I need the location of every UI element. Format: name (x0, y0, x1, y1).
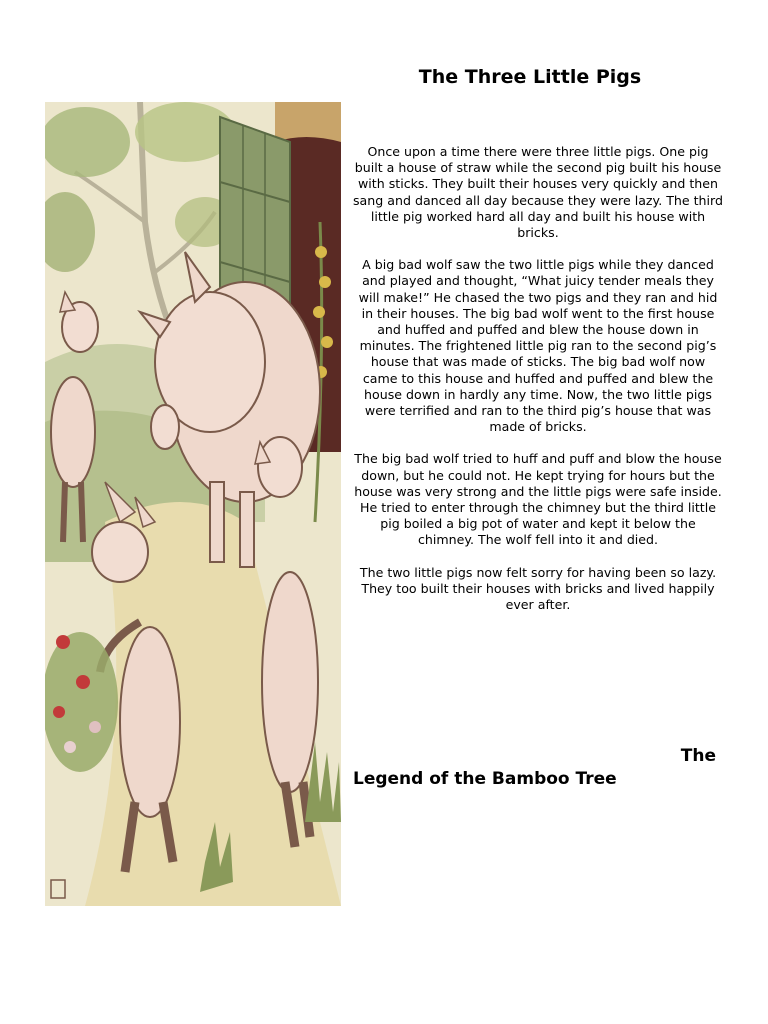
story-paragraph: The big bad wolf tried to huff and puff and blow the house down, but he could not. He kept trying for hours but the house was very strong and the little pigs were safe inside. He tried to enter through the chimney but the third little pig boiled a big pot of water and kept it below the chimney. The wolf fell into it and died. (354, 451, 722, 548)
story-paragraph: The two little pigs now felt sorry for having been so lazy. They too built their houses with bricks and lived happily ever after. (359, 564, 717, 613)
next-story-heading (353, 745, 716, 791)
next-story-heading-line1: The (680, 746, 716, 766)
story-title: The Three Little Pigs (418, 66, 642, 88)
story-body (352, 144, 724, 629)
story-paragraph: Once upon a time there were three little pigs. One pig built a house of straw while the second pig built his house with sticks. They built their houses very quickly and then sang and danced all day because they were lazy. The third little pig worked hard all day and built his house with bricks. (353, 144, 723, 241)
pigs-illustration (45, 102, 341, 906)
story-paragraph: A big bad wolf saw the two little pigs while they danced and played and thought, “What juicy tender meals they will make!” He chased the two pigs and they ran and hid in their houses. The big bad wolf went to the first house and huffed and puffed and blew the house down in minutes. The frightened little pig ran to the second pig’s house that was made of sticks. The big bad wolf now came to this house and huffed and puffed and blew the house down in hardly any time. Now, the two little pigs were terrified and ran to the third pig’s house that was made of bricks. (358, 257, 718, 435)
next-story-heading-line2: Legend of the Bamboo Tree (353, 769, 617, 789)
